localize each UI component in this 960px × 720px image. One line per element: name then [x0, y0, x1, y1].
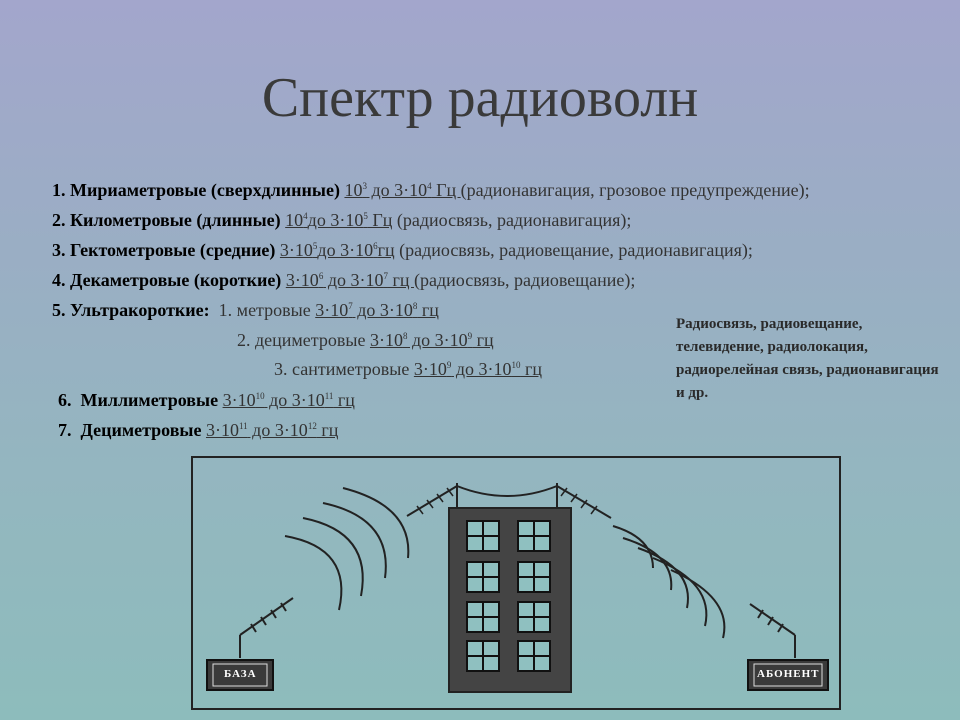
page-title: Спектр радиоволн	[261, 67, 699, 129]
list-subitem-2	[237, 330, 494, 351]
right-waves	[613, 526, 724, 638]
subscriber-label: АБОНЕНТ	[757, 668, 820, 680]
item-number: 1.	[52, 180, 66, 200]
item-sub: 1. метровые	[218, 300, 311, 320]
item-sub: 2. дециметровые	[237, 330, 366, 350]
item-desc: (радиосвязь, радиовещание, радионавигация);	[394, 240, 753, 260]
item-range: $3\cdot 10^6$ до $3\cdot 10^7$ гц	[285, 270, 414, 290]
list-item-2	[52, 210, 631, 231]
left-waves	[285, 488, 408, 610]
base-antenna	[240, 598, 293, 658]
item-number: 4.	[52, 270, 66, 290]
item-number: 3.	[52, 240, 66, 260]
item-desc: (радионавигация, грозовое предупреждение);	[460, 180, 810, 200]
item-range: $3\cdot 10^9$ до $3\cdot 10^{10}$ гц	[413, 359, 543, 379]
item-range: $3\cdot 10^{10}$ до $3\cdot 10^{11}$ гц	[222, 390, 355, 410]
subscriber-antenna	[750, 604, 795, 658]
list-item-7	[58, 420, 338, 441]
item-sub: 3. сантиметровые	[274, 359, 410, 379]
item-name: Гектометровые (средние)	[70, 240, 276, 260]
item-name: Ультракороткие:	[70, 300, 210, 320]
list-item-1	[52, 180, 810, 201]
base-label: БАЗА	[224, 668, 257, 680]
list-subitem-3	[274, 359, 542, 380]
item-range: $3\cdot 10^{11}$ до $3\cdot 10^{12}$ гц	[205, 420, 339, 440]
item-name: Мириаметровые (сверхдлинные)	[70, 180, 340, 200]
item-desc: (радиосвязь, радионавигация);	[392, 210, 632, 230]
diagram-drawing	[193, 458, 843, 712]
list-item-4	[52, 270, 635, 291]
list-item-3	[52, 240, 753, 261]
item-name: Километровые (длинные)	[70, 210, 281, 230]
item-desc: (радиосвязь, радиовещание);	[413, 270, 636, 290]
list-item-5	[52, 300, 439, 321]
item-range: $3\cdot 10^5до$ $3\cdot 10^6гц$	[279, 240, 395, 260]
item-range: $3\cdot 10^8$ до $3\cdot 10^9$ гц	[369, 330, 494, 350]
radio-diagram	[191, 456, 841, 710]
item-range: $10^4до$ $3\cdot 10^5$ Гц	[285, 210, 393, 230]
item-range: $10^3$ до $3\cdot 10^4$ Гц	[344, 180, 461, 200]
applications-note: Радиосвязь, радиовещание, телевидение, радиолокация, радиорелейная связь, радионавигация и др.	[676, 316, 939, 401]
item-range: $3\cdot 10^7$ до $3\cdot 10^8$ гц	[315, 300, 439, 320]
item-name: Декаметровые (короткие)	[70, 270, 282, 290]
item-name: Дециметровые	[80, 420, 202, 440]
item-number: 2.	[52, 210, 66, 230]
item-name: Миллиметровые	[80, 390, 219, 410]
item-number: 5.	[52, 300, 66, 320]
item-number: 6.	[58, 390, 72, 410]
item-number: 7.	[58, 420, 72, 440]
list-item-6	[58, 390, 355, 411]
